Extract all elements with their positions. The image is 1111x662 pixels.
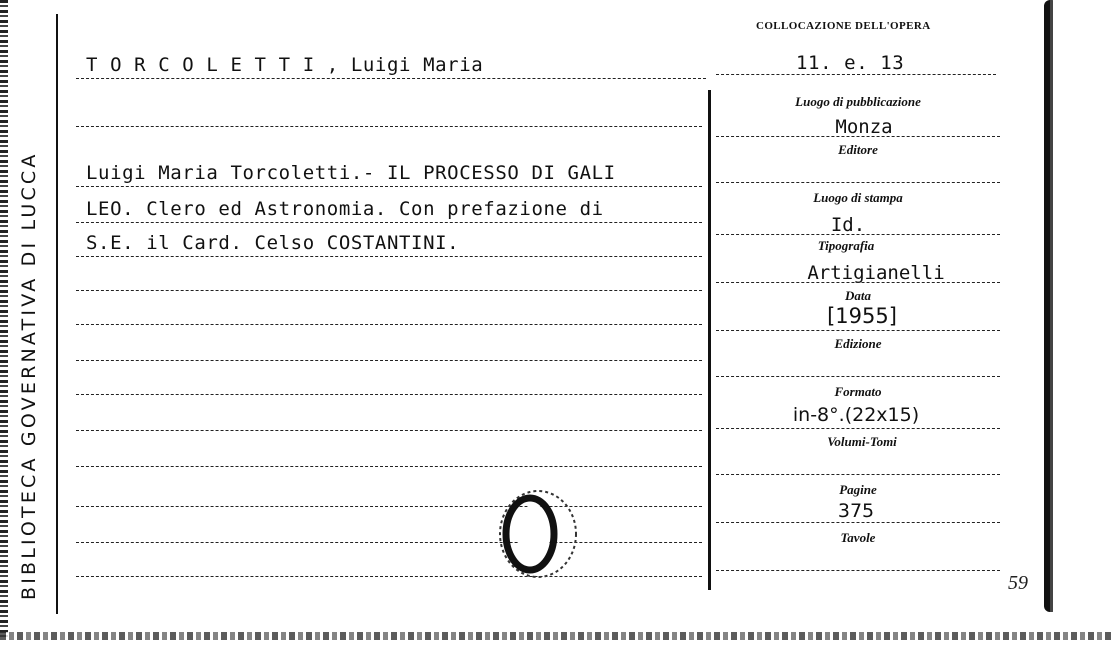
luogo-stampa-label: Luogo di stampa [813,190,903,205]
field-line [716,330,1000,331]
shelfmark: 11. e. 13 [796,52,905,74]
description-line-2: LEO. Clero ed Astronomia. Con prefazione di [86,198,604,220]
ruled-line [76,576,702,577]
tipografia-value: Artigianelli [807,262,945,284]
ruled-line [76,126,702,127]
editore-label: Editore [838,142,878,157]
ruled-line [76,360,702,361]
data-value: [1955] [827,304,897,328]
field-line [716,570,1000,571]
field-line [716,376,1000,377]
ruled-line [76,430,702,431]
tipografia-label: Tipografia [817,238,875,253]
ruled-line [76,186,702,187]
field-line [716,136,1000,137]
ruled-line [76,506,702,507]
ruled-line [76,290,702,291]
punch-hole-mark [494,488,584,584]
luogo-pubblicazione-value: Monza [835,116,893,138]
field-line [716,282,1000,283]
ruled-line [76,466,702,467]
collocazione-label: COLLOCAZIONE DELL'OPERA [756,20,931,32]
pagine-value: 375 [837,500,875,522]
margin-rule [56,14,58,614]
ruled-line [76,394,702,395]
corner-number: 59 [1008,572,1028,594]
formato-value: in-8°.(22x15) [792,404,920,426]
library-stamp-vertical: BIBLIOTECA GOVERNATIVA DI LUCCA [18,151,40,600]
card-right-edge [1044,0,1058,612]
volumi-label: Volumi-Tomi [827,434,897,449]
description-line-1: Luigi Maria Torcoletti.- IL PROCESSO DI GALI [86,162,616,184]
ruled-line [76,222,702,223]
ruled-line [76,542,702,543]
card-bottom-edge [0,632,1111,640]
ruled-line [76,324,702,325]
column-divider [708,90,711,590]
card-left-edge [0,0,8,640]
ruled-line [76,256,702,257]
author-heading: T O R C O L E T T I , Luigi Maria [86,54,484,76]
field-line [716,234,1000,235]
field-line [716,474,1000,475]
luogo-pubblicazione-label: Luogo di pubblicazione [795,94,921,109]
field-line [716,522,1000,523]
field-line [716,428,1000,429]
pagine-label: Pagine [839,482,877,497]
edizione-label: Edizione [834,336,882,351]
formato-label: Formato [834,384,882,399]
description-line-3: S.E. il Card. Celso COSTANTINI. [86,232,460,254]
data-label: Data [845,288,871,303]
author-underline [76,78,706,79]
luogo-stampa-value: Id. [830,214,866,236]
shelfmark-underline [716,74,996,75]
tavole-label: Tavole [840,530,876,545]
field-line [716,182,1000,183]
